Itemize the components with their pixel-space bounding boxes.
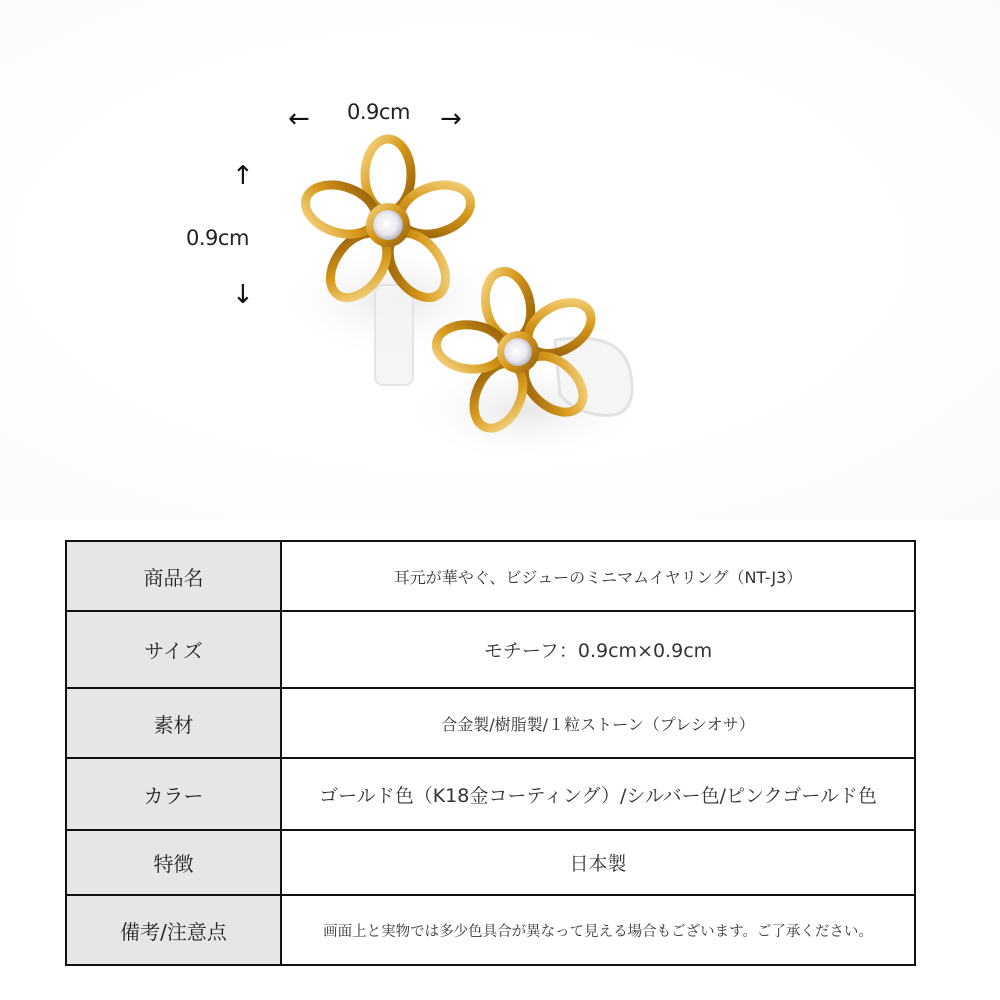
- spec-label-material: 素材: [66, 688, 281, 758]
- spec-label-size: サイズ: [66, 611, 281, 688]
- table-row: [66, 541, 915, 611]
- crystal-stone: [373, 210, 403, 240]
- arrow-down-icon: ↓: [232, 280, 254, 310]
- height-dimension-label: 0.9cm: [186, 226, 249, 250]
- spec-label-color: カラー: [66, 758, 281, 830]
- spec-label-feature: 特徴: [66, 830, 281, 895]
- product-spec-table: [65, 540, 916, 966]
- spec-value-product-name: 耳元が華やぐ、ビジューのミニマムイヤリング（NT-J3）: [281, 541, 915, 611]
- table-row: [66, 758, 915, 830]
- arrow-up-icon: ↑: [232, 161, 254, 191]
- resin-clip-left: [375, 285, 413, 385]
- spec-value-color: ゴールド色（K18金コーティング）/シルバー色/ピンクゴールド色: [281, 758, 915, 830]
- spec-value-feature: 日本製: [281, 830, 915, 895]
- arrow-left-icon: ←: [288, 104, 310, 134]
- spec-value-notes: 画面上と実物では多少色具合が異なって見える場合もございます。ご了承ください。: [281, 895, 915, 965]
- spec-value-size: モチーフ：0.9cm×0.9cm: [281, 611, 915, 688]
- table-row: [66, 611, 915, 688]
- spec-value-material: 合金製/樹脂製/１粒ストーン（プレシオサ）: [281, 688, 915, 758]
- spec-label-product-name: 商品名: [66, 541, 281, 611]
- width-dimension-label: 0.9cm: [347, 100, 410, 124]
- arrow-right-icon: →: [440, 104, 462, 134]
- table-row: [66, 830, 915, 895]
- spec-label-notes: 備考/注意点: [66, 895, 281, 965]
- table-row: [66, 688, 915, 758]
- table-row: [66, 895, 915, 965]
